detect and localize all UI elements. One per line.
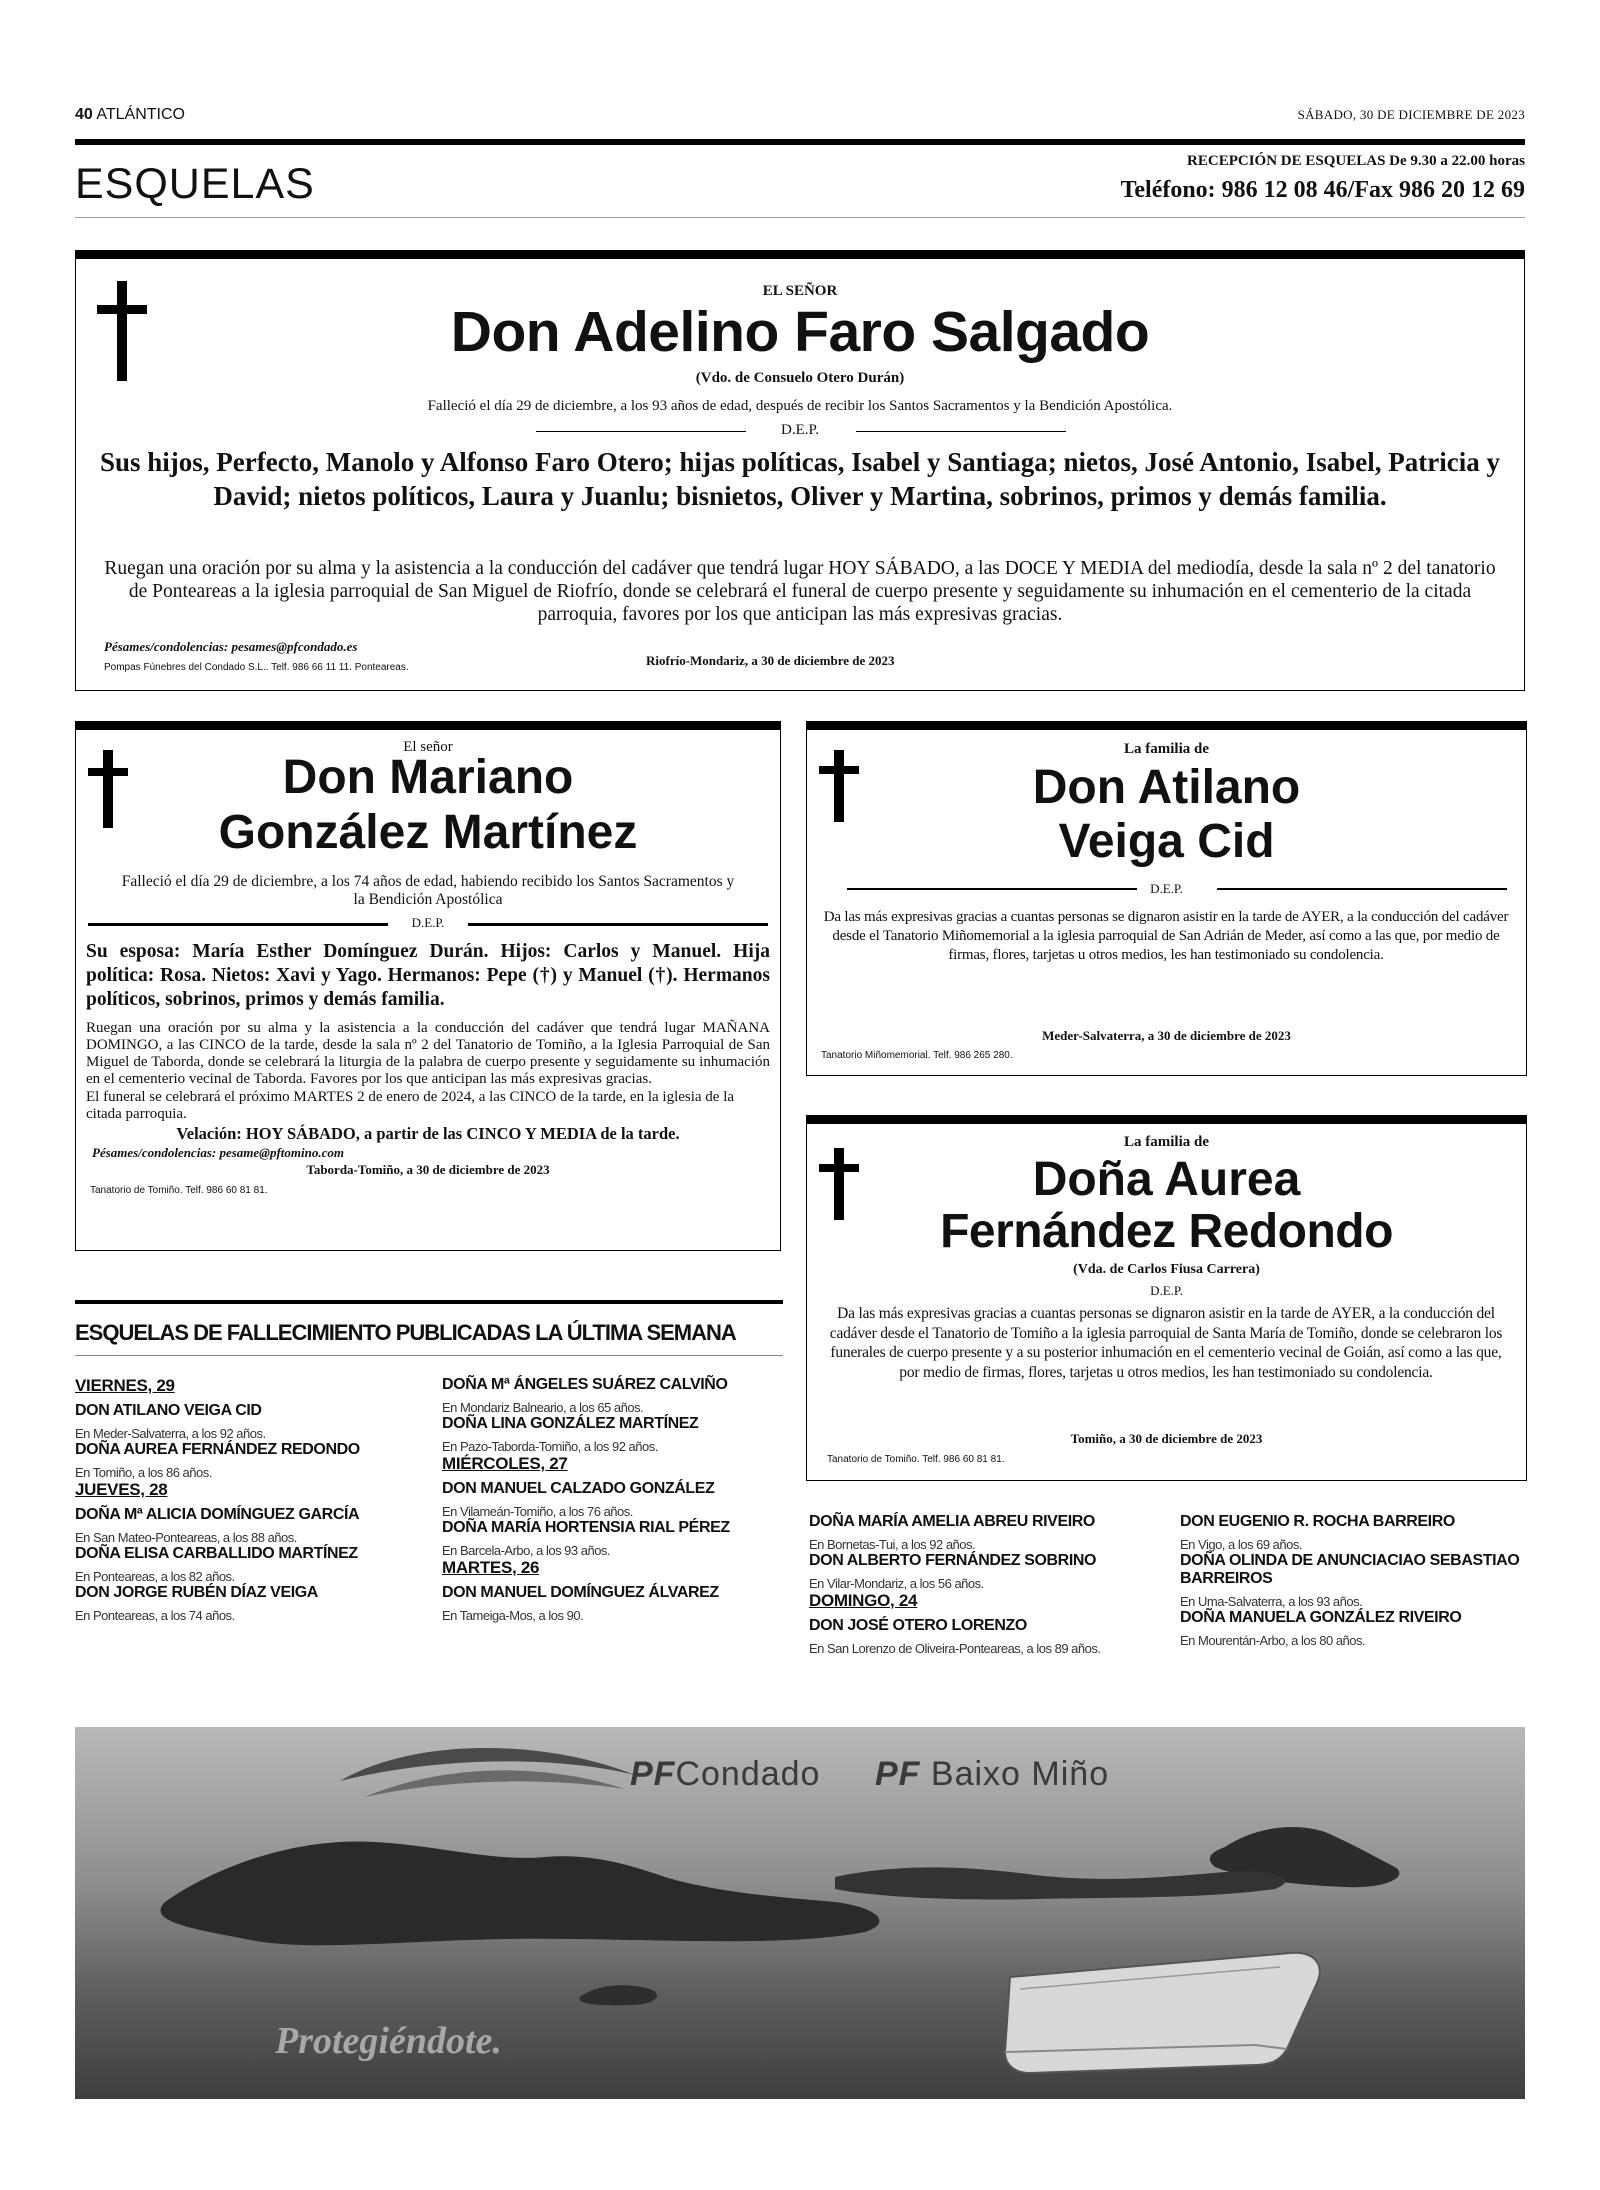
deceased-name-line2: Veiga Cid (1058, 815, 1275, 868)
brand-baixo-rest: Baixo Miño (930, 1755, 1110, 1793)
obituary-adelino (75, 250, 1525, 691)
place-date: Tomiño, a 30 de diciembre de 2023 (1070, 1431, 1263, 1446)
dep-rule-right (468, 923, 768, 926)
small-islet (579, 1985, 657, 2005)
logo-swoosh-icon (340, 1748, 635, 1797)
section-rule (75, 217, 1525, 218)
obituary-mariano (75, 721, 781, 1251)
deceased-name-line2: Fernández Redondo (940, 1205, 1393, 1258)
thanks-aurea (806, 1115, 1527, 1481)
place-date: Meder-Salvaterra, a 30 de diciembre de 2023 (1042, 1028, 1291, 1043)
deceased-name-line1: Doña Aurea (1032, 1153, 1301, 1206)
week-list-column-2 (442, 1376, 782, 1623)
dep-rule-right (856, 431, 1066, 432)
week-list-column-1 (75, 1376, 405, 1623)
funeral-home: Tanatorio de Tomiño. Telf. 986 60 81 81. (90, 1185, 268, 1196)
list-place-age: En Mourentán-Arbo, a los 80 años. (1180, 1633, 1366, 1648)
list-place-age: En Tameiga-Mos, a los 90. (442, 1608, 584, 1623)
place-date: Riofrío-Mondariz, a 30 de diciembre de 2023 (646, 653, 895, 668)
dep-rule-right (1217, 888, 1507, 890)
brand-baixo-mino (875, 1755, 1109, 1794)
wake-text: Velación: HOY SÁBADO, a partir de las CINCO Y MEDIA de la tarde. (176, 1124, 680, 1143)
condolence-email: Pésames/condolencias: pesames@pfcondado.es (104, 639, 358, 654)
week-list-column-4 (1180, 1513, 1525, 1648)
list-place-age: En Pazo-Taborda-Tomiño, a los 92 años. (442, 1439, 658, 1454)
list-deceased-name: DON ATILANO VEIGA CID (75, 1402, 262, 1419)
notice-pre: El señor (403, 739, 453, 755)
list-place-age: En Barcela-Arbo, a los 93 años. (442, 1543, 611, 1558)
death-info: Falleció el día 29 de diciembre, a los 93 años de edad, después de recibir los Santos Sacramentos y la Bendición Apostólica. (427, 398, 1173, 414)
list-place-age: En Tomiño, a los 86 años. (75, 1465, 212, 1480)
list-place-age: En San Lorenzo de Oliveira-Ponteareas, a los 89 años. (809, 1641, 1101, 1656)
funeral-text: El funeral se celebrará el próximo MARTES 2 de enero de 2024, a las CINCO de la tarde, en la iglesia de la citada parroquia. (86, 1089, 735, 1122)
condolence-email: Pésames/condolencias: pesame@pftomino.com (92, 1145, 345, 1160)
thanks-atilano (806, 721, 1527, 1076)
list-place-age: En Uma-Salvaterra, a los 93 años. (1180, 1594, 1363, 1609)
deceased-name-line1: Don Mariano (282, 751, 574, 804)
dep-label: D.E.P. (1150, 1283, 1183, 1298)
dep-label: D.E.P. (411, 915, 445, 930)
week-list-rule-bottom (75, 1355, 783, 1356)
reception-label: RECEPCIÓN DE ESQUELAS (1187, 153, 1386, 169)
reception-time: De 9.30 a 22.00 horas (1389, 153, 1525, 169)
week-list-title: ESQUELAS DE FALLECIMIENTO PUBLICADAS LA ÚLTIMA SEMANA (75, 1320, 736, 1345)
place-date: Taborda-Tomiño, a 30 de diciembre de 2023 (306, 1162, 550, 1177)
list-deceased-name: DON MANUEL DOMÍNGUEZ ÁLVAREZ (442, 1584, 719, 1601)
funeral-home: Pompas Fúnebres del Condado S.L.. Telf. 986 66 11 11. Ponteareas. (104, 662, 409, 673)
family-list: Sus hijos, Perfecto, Manolo y Alfonso Faro Otero; hijas políticas, Isabel y Santiaga; nietos, José Antonio, Isabel, Patricia y David; nietos políticos, Laura y Juanlu; bisnietos, Oliver y Martina, sobrinos, primos y demás familia. (100, 447, 1500, 511)
list-deceased-name: DON JOSÉ OTERO LORENZO (809, 1617, 1027, 1634)
list-deceased-name: DON JORGE RUBÉN DÍAZ VEIGA (75, 1584, 318, 1601)
notice-pre: La familia de (1124, 741, 1209, 757)
family-list: Su esposa: María Esther Domínguez Durán. Hijos: Carlos y Manuel. Hija política: Rosa. Nietos: Xavi y Yago. Hermanos: Pepe (†) y Manuel (†). Hermanos políticos, sobrinos, primos y demás familia. (86, 941, 770, 1010)
thanks-text: Da las más expresivas gracias a cuantas personas se dignaron asistir en la tarde de AYER, a la conducción del cadáver desde el Tanatorio Miñomemorial a la iglesia parroquial de San Adrián de Meder, así como a las que, por medio de firmas, flores, tarjetas u otros medios, les han testimoniado su condolencia. (823, 909, 1509, 963)
brand-condado-rest: Condado (675, 1755, 821, 1793)
death-info: Falleció el día 29 de diciembre, a los 74 años de edad, habiendo recibido los Santos Sacramentos y la Bendición Apostólica (121, 873, 735, 908)
list-place-age: En Vilameán-Tomiño, a los 76 años. (442, 1504, 633, 1519)
page-number: 40 (75, 106, 93, 123)
list-place-age: En Mondariz Balneario, a los 65 años. (442, 1400, 644, 1415)
section-title: ESQUELAS (75, 160, 315, 208)
issue-date: SÁBADO, 30 DE DICIEMBRE DE 2023 (1297, 107, 1525, 122)
list-deceased-name: DON ALBERTO FERNÁNDEZ SOBRINO (809, 1552, 1097, 1569)
dep-label: D.E.P. (781, 422, 819, 438)
list-deceased-name: DOÑA MANUELA GONZÁLEZ RIVEIRO (1180, 1609, 1462, 1626)
ad-slogan: Protegiéndote. (275, 2020, 502, 2062)
list-day-heading: MIÉRCOLES, 27 (442, 1454, 568, 1473)
phone-fax: Teléfono: 986 12 08 46/Fax 986 20 12 69 (1120, 177, 1525, 203)
widower-note: (Vdo. de Consuelo Otero Durán) (695, 370, 905, 386)
paper-name: ATLÁNTICO (96, 106, 185, 123)
brand-baixo-pf: PF (875, 1755, 921, 1793)
list-deceased-name: DOÑA MARÍA AMELIA ABREU RIVEIRO (809, 1513, 1095, 1530)
list-place-age: En Ponteareas, a los 74 años. (75, 1608, 235, 1623)
list-deceased-name: DOÑA Mª ÁNGELES SUÁREZ CALVIÑO (442, 1376, 728, 1393)
list-deceased-name: DOÑA MARÍA HORTENSIA RIAL PÉREZ (442, 1519, 730, 1536)
funeral-home: Tanatorio de Tomiño. Telf. 986 60 81 81. (827, 1454, 1005, 1465)
list-place-age: En Meder-Salvaterra, a los 92 años. (75, 1426, 266, 1441)
deceased-name: Don Adelino Faro Salgado (450, 300, 1150, 364)
list-deceased-name: DOÑA Mª ALICIA DOMÍNGUEZ GARCÍA (75, 1506, 360, 1523)
page-folio (75, 106, 185, 124)
brand-condado (630, 1755, 820, 1794)
list-day-heading: JUEVES, 28 (75, 1480, 168, 1499)
list-deceased-name: DON MANUEL CALZADO GONZÁLEZ (442, 1480, 715, 1497)
widow-note: (Vda. de Carlos Fiusa Carrera) (1073, 1262, 1260, 1277)
list-deceased-name: DOÑA LINA GONZÁLEZ MARTÍNEZ (442, 1415, 699, 1432)
week-list-column-3 (809, 1513, 1149, 1656)
list-deceased-name: DOÑA AUREA FERNÁNDEZ REDONDO (75, 1441, 360, 1458)
list-deceased-name: DON EUGENIO R. ROCHA BARREIRO (1180, 1513, 1455, 1530)
header-rule (75, 139, 1525, 145)
dep-label: D.E.P. (1150, 881, 1183, 896)
brand-condado-pf: PF (630, 1755, 676, 1793)
deceased-name-line1: Don Atilano (1032, 761, 1301, 814)
list-deceased-name: DOÑA OLINDA DE ANUNCIACIAO SEBASTIAO BARREIROS (1180, 1552, 1520, 1587)
list-deceased-name: DOÑA ELISA CARBALLIDO MARTÍNEZ (75, 1545, 358, 1562)
list-day-heading: DOMINGO, 24 (809, 1591, 918, 1610)
notice-pre: EL SEÑOR (762, 283, 838, 299)
funeral-home: Tanatorio Miñomemorial. Telf. 986 265 280. (821, 1050, 1013, 1061)
list-day-heading: VIERNES, 29 (75, 1376, 175, 1395)
list-place-age: En San Mateo-Ponteareas, a los 88 años. (75, 1530, 297, 1545)
list-place-age: En Ponteareas, a los 82 años. (75, 1569, 235, 1584)
deceased-name-line2: González Martínez (218, 806, 638, 859)
list-day-heading: MARTES, 26 (442, 1558, 540, 1577)
list-place-age: En Vigo, a los 69 años. (1180, 1537, 1302, 1552)
coffin-icon (1005, 1953, 1320, 2073)
week-list-rule-top (75, 1300, 783, 1304)
list-place-age: En Vilar-Mondariz, a los 56 años. (809, 1576, 984, 1591)
notice-pre: La familia de (1124, 1134, 1209, 1150)
island-middle (835, 1867, 1285, 1899)
thanks-text: Da las más expresivas gracias a cuantas personas se dignaron asistir en la tarde de AYER, a la conducción del cadáver desde el Tanatorio de Tomiño a la iglesia parroquial de Santa María de Tomiño, donde se celebraron los funerales de cuerpo presente y a su posterior inhumación en el cementerio vecinal de Goián, así como a las que, por medio de firmas, flores, tarjetas u otros medios, les han testimoniado su condolencia. (829, 1305, 1503, 1381)
island-left (160, 1841, 879, 1945)
list-place-age: En Bornetas-Tui, a los 92 años. (809, 1537, 976, 1552)
prayer-text: Ruegan una oración por su alma y la asistencia a la conducción del cadáver que tendrá lugar HOY SÁBADO, a las DOCE Y MEDIA del mediodía, desde la sala nº 2 del tanatorio de Ponteareas a la iglesia parroquial de San Miguel de Riofrío, donde se celebrará el funeral de cuerpo presente y seguidamente su inhumación en el cementerio de la citada parroquia, favores por los que anticipan las más expresivas gracias. (104, 558, 1496, 625)
prayer-text: Ruegan una oración por su alma y la asistencia a la conducción del cadáver que tendrá lugar MAÑANA DOMINGO, a las CINCO de la tarde, desde la sala nº 2 del Tanatorio de Tomiño, a la Iglesia Parroquial de San Miguel de Taborda, donde se celebrará la liturgia de la palabra de cuerpo presente y seguidamente su inhumación en el cementerio vecinal de Taborda. Favores por los que anticipan las más expresivas gracias. (86, 1020, 770, 1087)
funeral-home-ad (75, 1727, 1525, 2099)
reception-hours (1187, 153, 1525, 170)
